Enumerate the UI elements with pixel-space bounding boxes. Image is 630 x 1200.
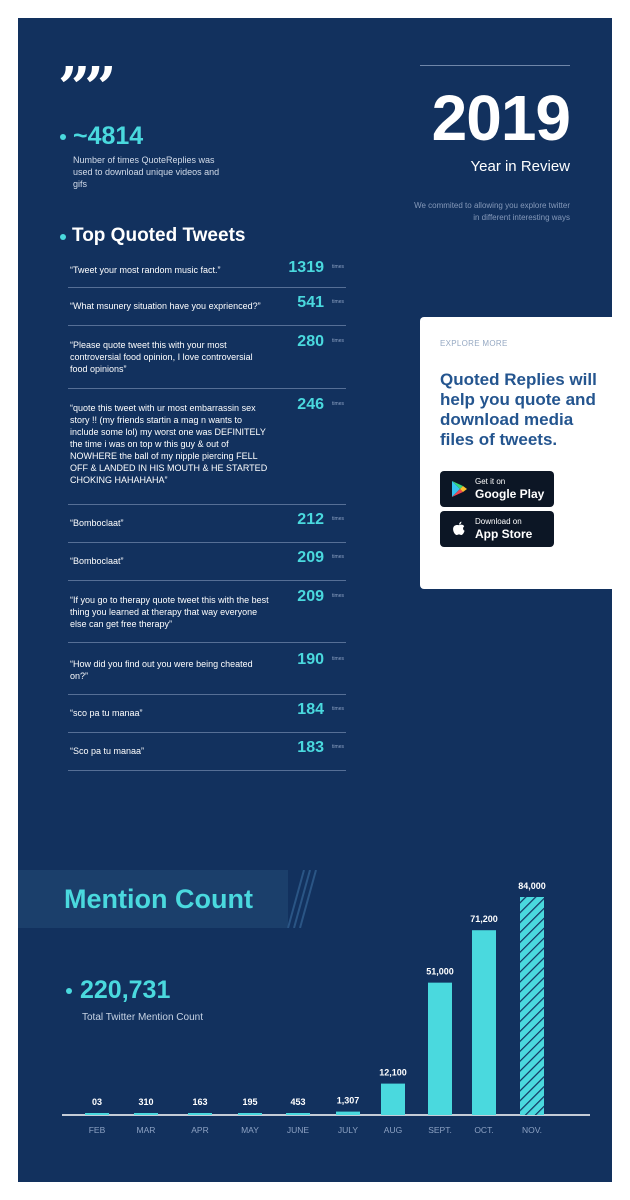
tweet-count: 209 [297,588,324,605]
bar-value-label: 1,307 [336,1095,360,1106]
download-stat-value: ~4814 [73,122,144,150]
bar-value-label: 163 [192,1097,208,1107]
tweet-count: 190 [297,651,324,668]
bar-value-label: 03 [91,1097,103,1107]
app-store-small: Download on [475,517,522,526]
tweet-text: “How did you find out you were being cheated on?” [70,659,253,681]
x-tick-label: FEB [88,1125,106,1135]
tweet-times-unit: times [332,593,344,599]
bar-mar [134,1113,158,1115]
bar-value-label: 51,000 [426,966,454,977]
google-play-label: Google Play [475,487,545,501]
year-title: 2019 [431,82,570,154]
bar-june [286,1113,310,1115]
promo-kicker: EXPLORE MORE [440,339,508,348]
tweet-count: 541 [297,294,324,311]
total-mention-label: Total Twitter Mention Count [82,1012,203,1023]
bar-feb [85,1113,109,1115]
tweet-text: “quote this tweet with ur most embarrassin sex story !! (my friends startin a mag n wants to include some lol) my worst one was DEFINITELY the time i was on top w this guy & out of NOWHERE the ball of my nipple piercing FELL OFF & LANDED IN HIS MOUTH & HE STARTED CHOKING HAHAHAHA” [70,403,268,485]
x-tick-label: OCT. [474,1125,494,1135]
tweet-text: “Please quote tweet this with your most controversial food opinion, I love controversial food opinions” [70,340,253,374]
tweet-text: “What msunery situation have you exprienced?” [70,301,261,311]
x-tick-label: JULY [337,1125,359,1135]
infographic-panel [18,18,612,1182]
x-tick-label: JUNE [286,1125,310,1135]
mention-count-title: Mention Count [64,884,253,914]
tweet-text: “Bomboclaat” [70,518,124,528]
total-mention-value: 220,731 [80,976,171,1004]
tweet-times-unit: times [332,264,344,270]
tweet-count: 1319 [288,259,324,276]
tweet-times-unit: times [332,338,344,344]
bar-apr [188,1113,212,1115]
bar-value-label: 71,200 [470,914,498,925]
top-quoted-title: Top Quoted Tweets [72,225,246,246]
bar-value-label: 84,000 [518,881,546,891]
x-tick-label: APR [191,1125,209,1135]
tweet-times-unit: times [332,299,344,305]
tweet-text: “If you go to therapy quote tweet this with the best thing you learned at therapy that way everyone else can get free therapy” [70,595,269,629]
download-stat-label: Number of times QuoteReplies was used to download unique videos and gifs [73,155,220,189]
bar-oct [472,930,496,1115]
app-store-label: App Store [475,527,533,541]
year-subtitle: Year in Review [470,158,570,175]
x-tick-label: SEPT. [428,1125,452,1135]
tweet-text: “Tweet your most random music fact.” [70,265,221,275]
tweet-count: 246 [297,396,324,413]
bar-aug [381,1084,405,1115]
x-tick-label: AUG [383,1125,403,1135]
x-tick-label: MAR [136,1125,156,1135]
x-tick-label: MAY [241,1125,259,1135]
tweet-count: 209 [297,549,324,566]
promo-headline: Quoted Replies will help you quote and download media files of tweets. [440,370,597,449]
bar-value-label: 195 [242,1097,258,1107]
quote-icon: ”” [58,55,111,121]
bar-may [238,1113,262,1115]
tweet-count: 280 [297,333,324,350]
bar-value-label: 12,100 [379,1067,407,1078]
tweet-text: “Bomboclaat” [70,556,124,566]
tweet-times-unit: times [332,706,344,712]
tweet-text: “Sco pa tu manaa” [70,746,145,756]
tweet-count: 212 [297,511,324,528]
tweet-text: “sco pa tu manaa” [70,708,143,718]
mention-bar-chart [18,18,612,1182]
bar-sept [428,983,452,1115]
tweet-times-unit: times [332,554,344,560]
tweet-times-unit: times [332,744,344,750]
tweet-times-unit: times [332,516,344,522]
tweet-count: 183 [297,739,324,756]
x-tick-label: NOV. [521,1125,543,1135]
tweet-times-unit: times [332,401,344,407]
bar-value-label: 453 [290,1097,306,1107]
bar-july [336,1112,360,1115]
google-play-small: Get it on [475,477,506,486]
bar-value-label: 310 [138,1097,154,1107]
bar-nov [520,897,544,1115]
year-description: We commited to allowing you explore twitter in different interesting ways [414,201,570,222]
tweet-count: 184 [297,701,324,718]
tweet-times-unit: times [332,656,344,662]
